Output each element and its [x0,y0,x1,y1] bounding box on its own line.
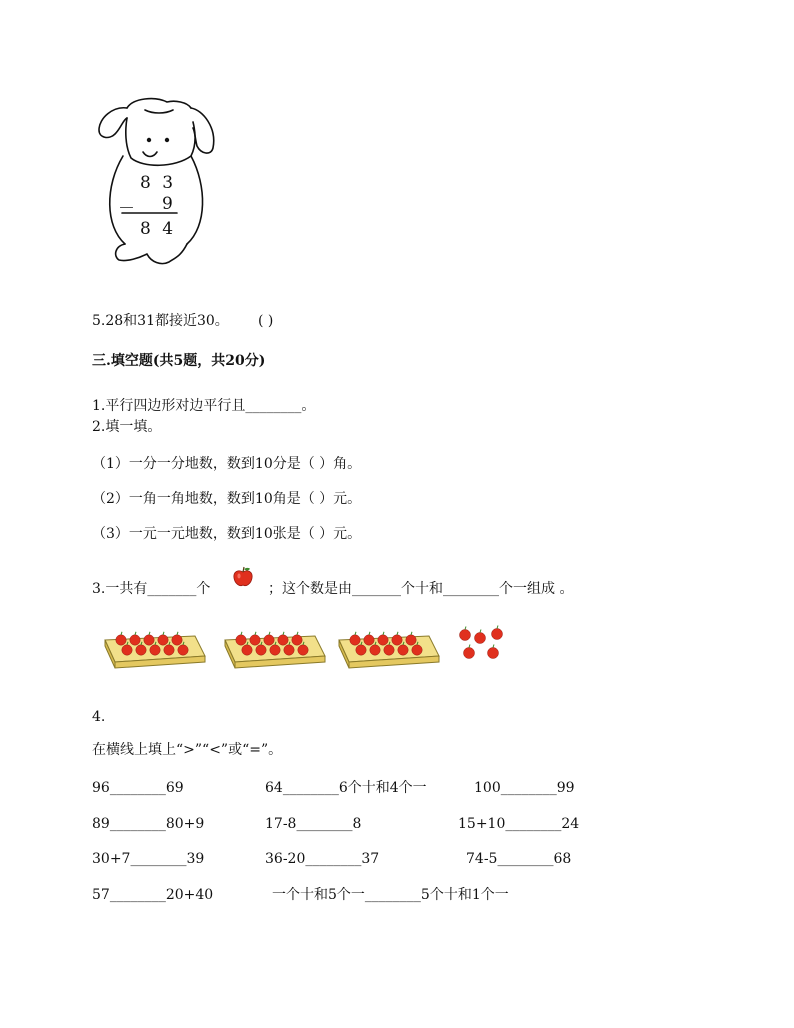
question-3-part-2: ；这个数是由_______个十和________个一组成 。 [268,581,574,597]
section-3-heading: 三.填空题(共5题，共20分) [92,353,266,369]
equation-row1: 8 3 [140,173,177,193]
compare-r2-c3: 15+10________24 [458,816,580,832]
apple-tray-icon [339,632,439,668]
question-4-number: 4. [92,709,106,725]
apple-tray-icon [105,632,205,668]
compare-r3-c1: 30+7________39 [92,851,205,867]
compare-r4-c1: 57________20+40 [92,887,214,903]
question-2-title: 2.填一填。 [92,419,162,435]
question-3-part-1: 3.一共有_______个 [92,581,211,597]
question-2-item-1: （1）一分一分地数，数到10分是（ ）角。 [92,456,362,472]
question-5-text: 5.28和31都接近30。 [92,313,229,329]
compare-r3-c3: 74-5________68 [466,851,572,867]
compare-r1-c3: 100________99 [474,780,575,796]
question-4-instruction: 在横线上填上“>”“<”或“=”。 [92,742,283,758]
loose-apples-icon [460,626,503,659]
apple-trays-illustration [103,622,523,672]
equation-row2: 9 [162,194,173,214]
question-2-item-3: （3）一元一元地数，数到10张是（ ）元。 [92,526,362,542]
compare-r1-c2: 64________6个十和4个一 [265,780,427,796]
question-2-item-2: （2）一角一角地数，数到10角是（ ）元。 [92,491,362,507]
apple-icon [232,566,254,588]
question-5-answer-paren[interactable]: ( ) [258,313,274,329]
equation-result: 8 4 [140,219,177,239]
question-1-text: 1.平行四边形对边平行且________。 [92,398,316,414]
compare-r1-c1: 96________69 [92,780,184,796]
apple-tray-icon [225,632,325,668]
compare-r2-c2: 17-8________8 [265,816,362,832]
compare-r4-c2: 一个十和5个一________5个十和1个一 [272,887,509,903]
compare-r3-c2: 36-20________37 [265,851,380,867]
compare-r2-c1: 89________80+9 [92,816,205,832]
equation-operator: － [118,199,135,219]
